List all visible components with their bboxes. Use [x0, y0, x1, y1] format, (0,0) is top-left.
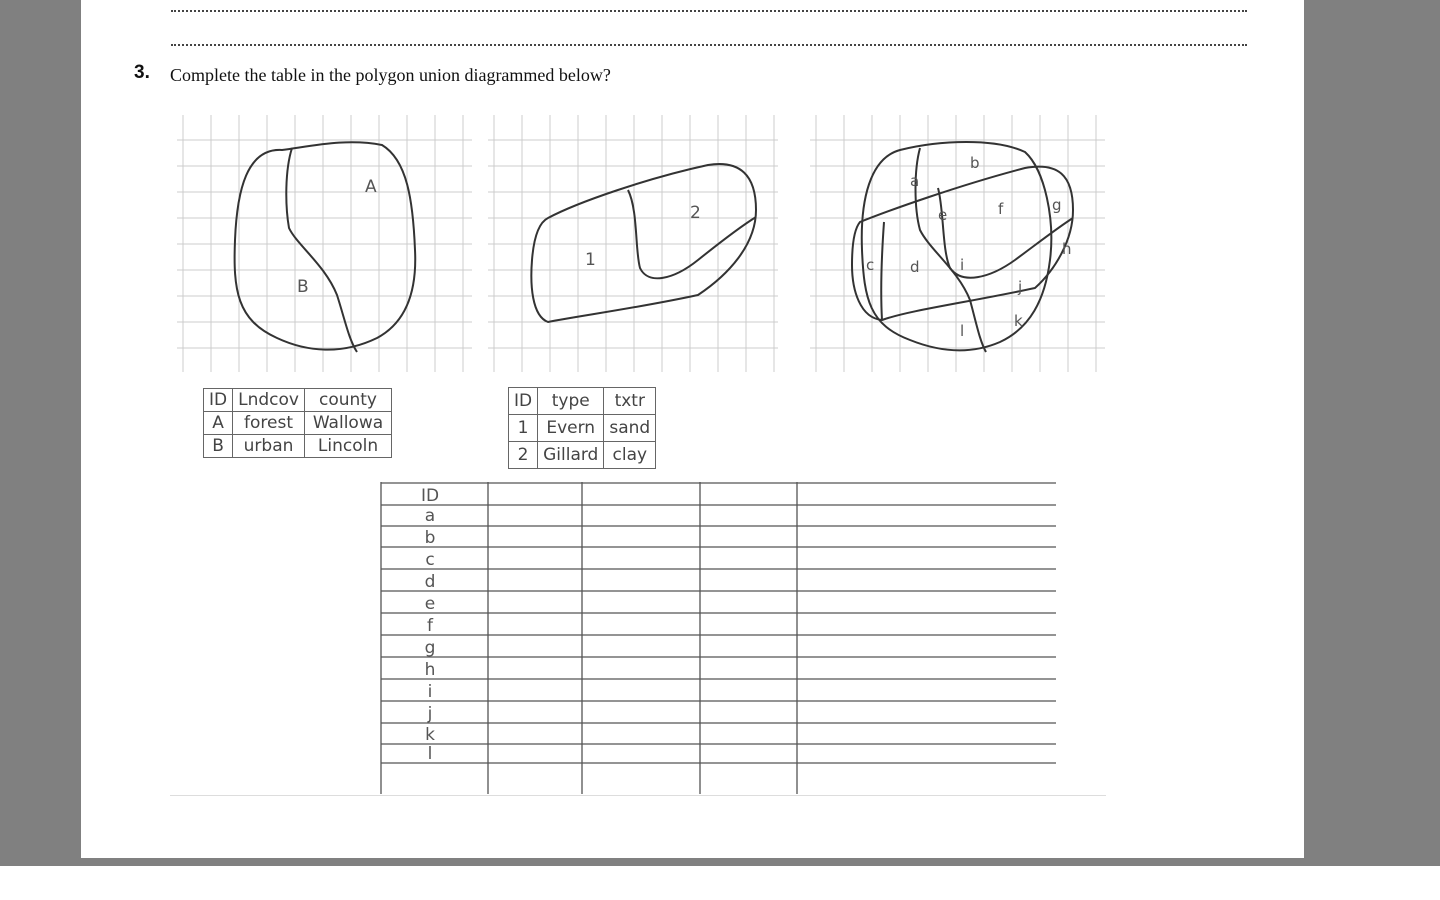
- polygon-label: a: [910, 172, 920, 190]
- table-header-cell: Lndcov: [233, 389, 305, 412]
- polygon-label: c: [866, 256, 875, 274]
- answer-row-id: j: [427, 704, 433, 724]
- polygon-split-line: [916, 148, 987, 352]
- table-header-row: [204, 389, 392, 412]
- table-cell: Wallowa: [304, 412, 391, 435]
- answer-table: [380, 482, 1060, 796]
- polygon-label: h: [1062, 240, 1072, 258]
- figure-polygons-ab: [177, 110, 472, 375]
- answer-row-id: a: [424, 506, 436, 526]
- answer-line-dotted: [171, 44, 1247, 46]
- table-cell: B: [204, 435, 233, 458]
- polygon-label: e: [938, 206, 948, 224]
- polygon-split-line: [286, 148, 357, 352]
- table-header-cell: txtr: [604, 388, 656, 415]
- table-cell: 2: [509, 442, 538, 469]
- polygon-label: B: [297, 277, 309, 297]
- polygon-label: A: [365, 177, 377, 197]
- polygon-label: b: [970, 154, 980, 172]
- polygon-label: l: [960, 322, 965, 340]
- polygon-label: j: [1018, 278, 1023, 296]
- table-cell: Gillard: [538, 442, 604, 469]
- answer-row-id: i: [427, 682, 433, 702]
- grid: [488, 115, 778, 372]
- table-cell: clay: [604, 442, 656, 469]
- answer-row-id: f: [427, 616, 433, 636]
- question-text: Complete the table in the polygon union diagrammed below?: [170, 65, 611, 85]
- polygon-label: 1: [585, 250, 596, 270]
- attribute-table-soil: [508, 387, 656, 469]
- answer-row-id: e: [424, 594, 436, 614]
- table-row: [509, 442, 656, 469]
- table-header-cell: county: [304, 389, 391, 412]
- table-cell: forest: [233, 412, 305, 435]
- answer-row-id: k: [425, 725, 435, 745]
- answer-table-header: ID: [420, 486, 440, 506]
- table-header-cell: type: [538, 388, 604, 415]
- answer-row-id: d: [424, 572, 436, 592]
- answer-row-id: h: [424, 660, 436, 680]
- table-header-cell: ID: [204, 389, 233, 412]
- polygon-label: d: [910, 258, 920, 276]
- answer-line-dotted: [171, 10, 1247, 12]
- table-header-row: [509, 388, 656, 415]
- answer-row-id: g: [424, 638, 436, 658]
- table-row: [204, 412, 392, 435]
- table-header-cell: ID: [509, 388, 538, 415]
- table-cell: Lincoln: [304, 435, 391, 458]
- worksheet-page: [81, 0, 1304, 858]
- polygon-label: i: [960, 256, 965, 274]
- question-number: 3.: [134, 62, 150, 83]
- grid: [810, 115, 1105, 372]
- table-row: [204, 435, 392, 458]
- page-divider: [170, 795, 1106, 796]
- table-cell: sand: [604, 415, 656, 442]
- table-cell: A: [204, 412, 233, 435]
- answer-row-id: l: [427, 744, 433, 764]
- table-row: [509, 415, 656, 442]
- polygon-split-line: [881, 222, 884, 320]
- grid: [177, 115, 472, 372]
- table-cell: urban: [233, 435, 305, 458]
- polygon-outline: [235, 142, 416, 349]
- table-cell: 1: [509, 415, 538, 442]
- attribute-table-landcover: [203, 388, 392, 458]
- polygon-label: k: [1014, 312, 1023, 330]
- polygon-label: g: [1052, 196, 1062, 214]
- figure-polygons-12: [488, 110, 778, 375]
- polygon-label: 2: [690, 203, 701, 223]
- polygon-outline: [862, 142, 1052, 350]
- polygon-label: f: [998, 200, 1004, 218]
- answer-row-id: c: [425, 550, 435, 570]
- polygon-outline: [531, 164, 756, 322]
- answer-row-id: b: [424, 528, 436, 548]
- figure-polygon-union: [810, 110, 1105, 375]
- table-cell: Evern: [538, 415, 604, 442]
